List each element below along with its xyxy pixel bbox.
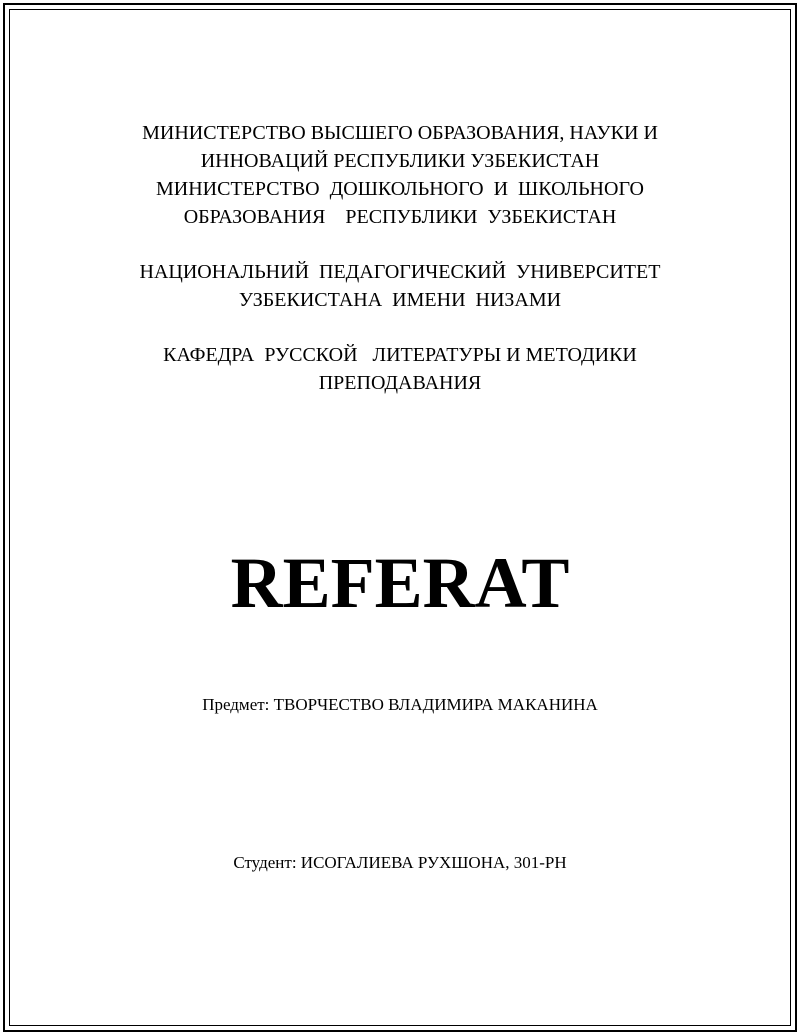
department-line-2: ПРЕПОДАВАНИЯ	[318, 372, 482, 394]
subject-line: Предмет: ТВОРЧЕСТВО ВЛАДИМИРА МАКАНИНА	[202, 695, 598, 714]
student-line: Студент: ИСОГАЛИЕВА РУХШОНА, 301-РН	[233, 853, 567, 872]
document-title: REFERAT	[230, 543, 570, 623]
ministry-line-3: МИНИСТЕРСТВО ДОШКОЛЬНОГО И ШКОЛЬНОГО	[156, 178, 644, 200]
university-line-2: УЗБЕКИСТАНА ИМЕНИ НИЗАМИ	[238, 289, 562, 311]
ministry-line-1: МИНИСТЕРСТВО ВЫСШЕГО ОБРАЗОВАНИЯ, НАУКИ И	[142, 122, 658, 144]
department-line-1: КАФЕДРА РУССКОЙ ЛИТЕРАТУРЫ И МЕТОДИКИ	[163, 344, 637, 366]
ministry-line-2: ИННОВАЦИЙ РЕСПУБЛИКИ УЗБЕКИСТАН	[200, 150, 600, 172]
university-line-1: НАЦИОНАЛЬНИЙ ПЕДАГОГИЧЕСКИЙ УНИВЕРСИТЕТ	[139, 261, 661, 283]
ministry-line-4: ОБРАЗОВАНИЯ РЕСПУБЛИКИ УЗБЕКИСТАН	[183, 206, 617, 228]
